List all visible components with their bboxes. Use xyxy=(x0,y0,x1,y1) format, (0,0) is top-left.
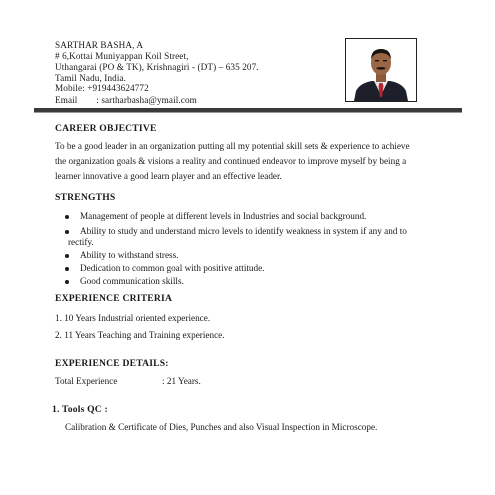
strength-item: Good communication skills. xyxy=(80,276,184,286)
address-line-2: Uthangarai (PO & TK), Krishnagiri - (DT) – 635 207. xyxy=(55,62,259,72)
bullet-icon xyxy=(65,267,69,271)
experience-details-heading: EXPERIENCE DETAILS: xyxy=(55,358,169,369)
bullet-icon xyxy=(65,230,69,234)
strengths-heading: STRENGTHS xyxy=(55,192,116,203)
address-line-1: # 6,Kottai Muniyappan Koil Street, xyxy=(55,51,189,61)
career-objective-heading: CAREER OBJECTIVE xyxy=(55,123,157,134)
profile-photo xyxy=(345,38,417,102)
bullet-icon xyxy=(65,280,69,284)
person-photo-icon xyxy=(346,39,416,101)
strength-item: Management of people at different levels in Industries and social background. xyxy=(80,211,367,221)
career-objective-line-1: To be a good leader in an organization putting all my potential skill sets & experience to achieve xyxy=(55,141,410,151)
career-objective-line-3: learner innovative a good learn player and an effective leader. xyxy=(55,171,282,181)
candidate-name: SARTHAR BASHA, A xyxy=(55,40,144,50)
strength-item: Dedication to common goal with positive attitude. xyxy=(80,263,265,273)
strength-item: Ability to withstand stress. xyxy=(80,250,179,260)
tools-qc-heading: 1. Tools QC : xyxy=(52,404,108,415)
strength-item: Ability to study and understand micro levels to identify weakness in system if any and to xyxy=(80,226,407,236)
mobile-number: Mobile: +919443624772 xyxy=(55,83,149,93)
bullet-icon xyxy=(65,254,69,258)
header-divider xyxy=(34,108,462,113)
tools-qc-text: Calibration & Certificate of Dies, Punches and also Visual Inspection in Microscope. xyxy=(65,422,378,432)
experience-criteria-item: 1. 10 Years Industrial oriented experience. xyxy=(55,313,211,323)
email-value: : sartharbasha@ymail.com xyxy=(96,95,197,105)
total-experience-value: : 21 Years. xyxy=(162,376,201,386)
email-label: Email xyxy=(55,95,78,105)
email-row xyxy=(55,95,197,106)
experience-criteria-item: 2. 11 Years Teaching and Training experience. xyxy=(55,330,225,340)
total-experience-label: Total Experience xyxy=(55,376,118,386)
address-line-3: Tamil Nadu, India. xyxy=(55,73,127,83)
bullet-icon xyxy=(65,215,69,219)
career-objective-line-2: the organization goals & visions a reality and continued endeavor to improve myself by being a xyxy=(55,156,407,166)
strength-item-continued: rectify. xyxy=(68,237,94,247)
experience-criteria-heading: EXPERIENCE CRITERIA xyxy=(55,293,173,304)
